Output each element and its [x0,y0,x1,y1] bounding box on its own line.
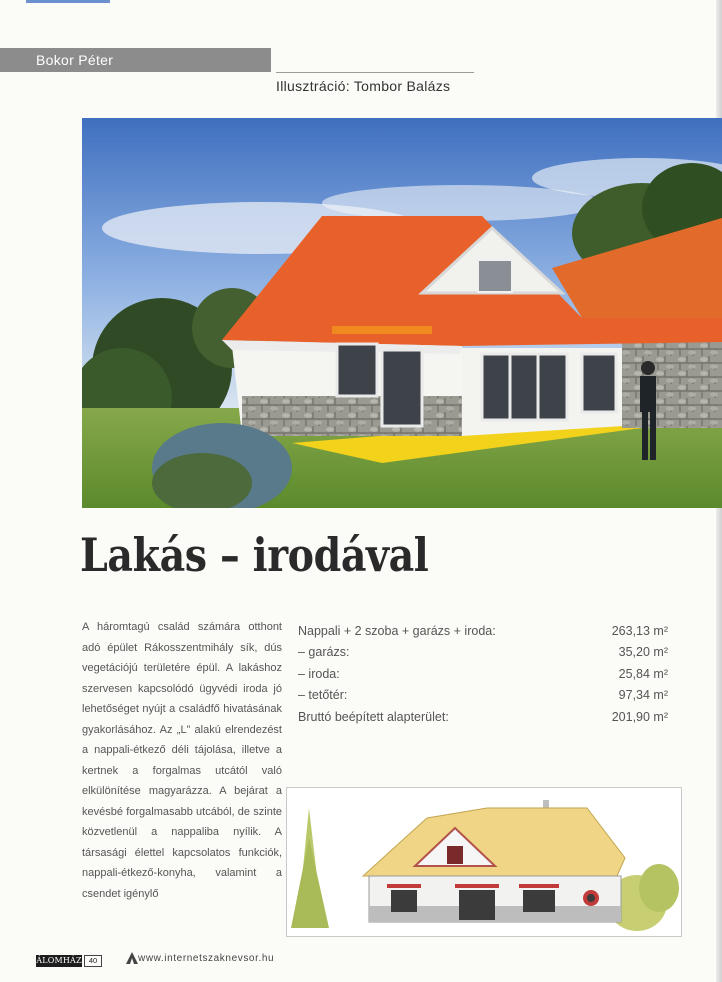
spec-value: 97,34 m² [618,688,668,703]
area-specs-table [298,620,668,728]
spec-row [298,642,668,664]
page-number: 40 [84,955,102,967]
spec-label: Nappali + 2 szoba + garázs + iroda: [298,623,496,638]
spec-value: 263,13 m² [611,623,668,638]
author-bar [0,48,271,72]
house-illustration [82,118,722,508]
top-accent-bar [26,0,110,3]
spec-row [298,663,668,685]
illustration-credit: Illusztráció: Tombor Balázs [276,78,451,94]
spec-label: – tetőtér: [298,688,348,703]
article-title: Lakás – irodával [80,528,429,582]
spec-value: 201,90 m² [611,709,668,724]
credit-divider [276,72,474,73]
spec-row [298,620,668,642]
website-link[interactable]: www.internetszaknevsor.hu [138,953,275,964]
website-logo-icon [126,952,138,964]
elevation-drawing [286,787,682,937]
article-body: A háromtagú család számára otthont adó épület Rákosszentmihály sík, dús vegetációjú területére épül. A lakáshoz szervesen kapcsolódó ügyvédi iroda jó lehetőséget nyújt a családfő hivatásának gyakorlásához. Az „L” alakú elrendezést a nappali-étkező déli tájolása, illetve a kertnek a forgalmas utcától való elkülönítése magyarázza. A bejárat a kevésbé forgalmasabb utcából, de szinte közvetlenül a nappaliba nyílik. A társasági élettel kapcsolatos funkciók, nappali-étkező-konyha, valamint a csendet igénylő [82,621,282,900]
author-name: Bokor Péter [36,52,114,68]
spec-value: 35,20 m² [618,645,668,660]
magazine-logo: ÁLOMHÁZ [36,956,82,965]
spec-label: – iroda: [298,666,340,681]
spec-label: Bruttó beépített alapterület: [298,709,449,724]
spec-row [298,706,668,728]
spec-label: – garázs: [298,645,350,660]
spec-value: 25,84 m² [618,666,668,681]
spec-row [298,685,668,707]
